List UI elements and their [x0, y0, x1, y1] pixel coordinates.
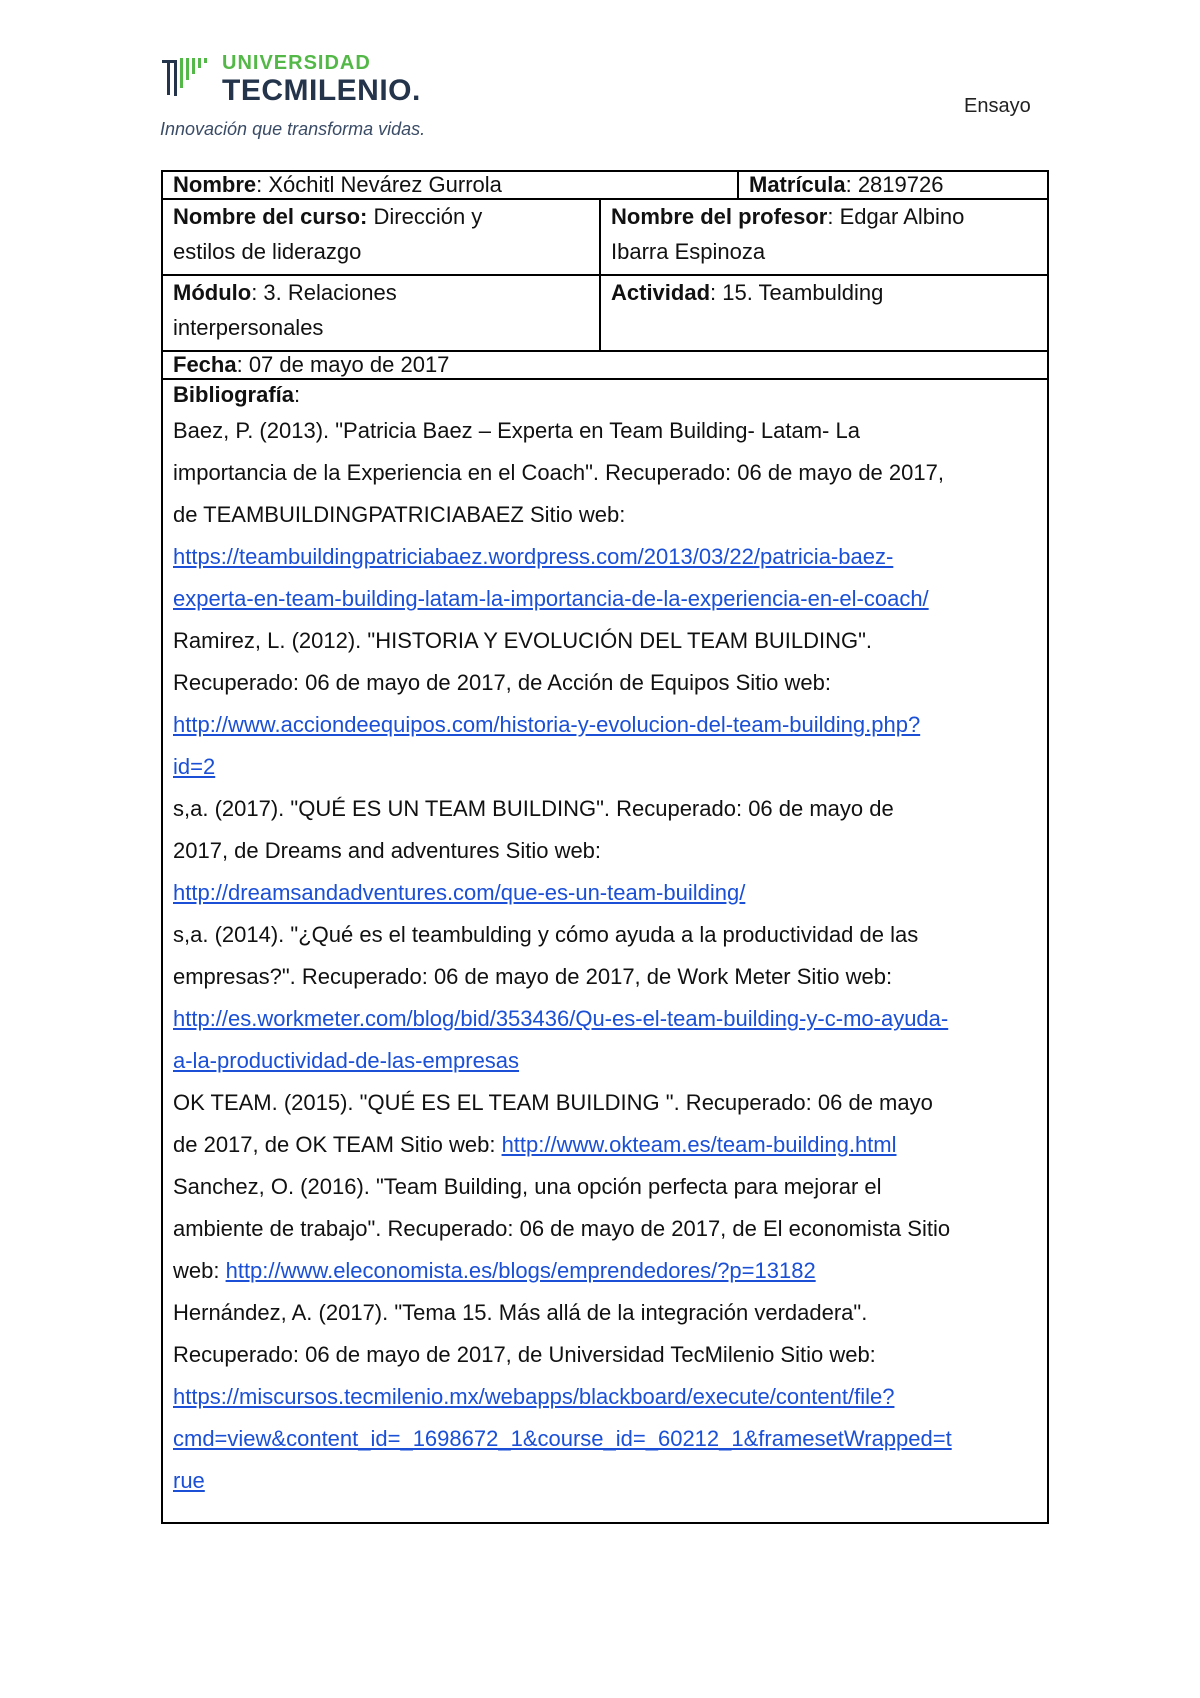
nombre-label: Nombre: [173, 172, 257, 197]
cell-matricula: [737, 172, 1047, 198]
logo-tagline: Innovación que transforma vidas.: [160, 119, 426, 139]
bibliography-line: [173, 1040, 1037, 1082]
profesor-label: Nombre del profesor: [611, 204, 828, 229]
bibliography-link[interactable]: a-la-productividad-de-las-empresas: [173, 1048, 520, 1073]
bibliography-text: ambiente de trabajo". Recuperado: 06 de mayo de 2017, de El economista Sitio: [173, 1216, 951, 1241]
tecmilenio-mark-icon: [160, 54, 212, 106]
bibliography-link[interactable]: rue: [173, 1468, 205, 1493]
bibliography-link[interactable]: id=2: [173, 754, 216, 779]
row-fecha: [163, 352, 1047, 380]
bibliography-link[interactable]: http://www.acciondeequipos.com/historia-y-evolucion-del-team-building.php?: [173, 712, 921, 737]
university-logo: [160, 50, 460, 140]
curso-value-1: Dirección y: [367, 204, 483, 229]
bibliography-line: [173, 1292, 1037, 1334]
bibliography-line: [173, 914, 1037, 956]
bibliography-line: [173, 620, 1037, 662]
bibliography-text: Sanchez, O. (2016). "Team Building, una opción perfecta para mejorar el: [173, 1174, 882, 1199]
modulo-value-1: : 3. Relaciones: [251, 280, 397, 305]
bibliography-line: [173, 746, 1037, 788]
bibliography-text: de TEAMBUILDINGPATRICIABAEZ Sitio web:: [173, 502, 626, 527]
cell-curso: [163, 200, 599, 274]
cell-nombre: [163, 172, 737, 198]
bibliography-line: [173, 410, 1037, 452]
profesor-value-1: : Edgar Albino: [827, 204, 965, 229]
cell-fecha: [163, 352, 1047, 378]
cell-modulo: [163, 276, 599, 350]
bibliography-line: [173, 1208, 1037, 1250]
cell-profesor: [599, 200, 1047, 274]
bibliography-line: [173, 830, 1037, 872]
bibliography-line: [173, 872, 1037, 914]
cell-actividad: [599, 276, 1047, 350]
bibliography-text: Recuperado: 06 de mayo de 2017, de Acción de Equipos Sitio web:: [173, 670, 832, 695]
bibliography-text: Hernández, A. (2017). "Tema 15. Más allá de la integración verdadera".: [173, 1300, 868, 1325]
bibliography-list: [173, 410, 1037, 1502]
bibliography-text: s,a. (2017). "QUÉ ES UN TEAM BUILDING". Recuperado: 06 de mayo de: [173, 796, 894, 821]
bibliography-line: [173, 1460, 1037, 1502]
bibliography-text: importancia de la Experiencia en el Coach". Recuperado: 06 de mayo de 2017,: [173, 460, 944, 485]
bibliography-line: [173, 1334, 1037, 1376]
curso-value-2: estilos de liderazgo: [173, 239, 362, 264]
bibliography-line: [173, 1250, 1037, 1292]
bibliography-line: [173, 452, 1037, 494]
bibliography-link[interactable]: cmd=view&content_id=_1698672_1&course_id=_60212_1&framesetWrapped=t: [173, 1426, 952, 1451]
bibliography-link[interactable]: https://teambuildingpatriciabaez.wordpress.com/2013/03/22/patricia-baez-: [173, 544, 894, 569]
bibliography-text: Baez, P. (2013). "Patricia Baez – Experta en Team Building- Latam- La: [173, 418, 860, 443]
bibliography-line: [173, 1124, 1037, 1166]
bibliography-link[interactable]: http://dreamsandadventures.com/que-es-un-team-building/: [173, 880, 746, 905]
bibliography-line: [173, 1418, 1037, 1460]
bibliography-line: [173, 704, 1037, 746]
info-table: [161, 170, 1049, 1524]
bibliography-text: Ramirez, L. (2012). "HISTORIA Y EVOLUCIÓN DEL TEAM BUILDING".: [173, 628, 873, 653]
bibliography-text: 2017, de Dreams and adventures Sitio web:: [173, 838, 602, 863]
bibliography-text: OK TEAM. (2015). "QUÉ ES EL TEAM BUILDING ". Recuperado: 06 de mayo: [173, 1090, 933, 1115]
nombre-value: : Xóchitl Nevárez Gurrola: [256, 172, 502, 197]
actividad-value: : 15. Teambulding: [710, 280, 884, 305]
bibliography-line: [173, 956, 1037, 998]
curso-label: Nombre del curso:: [173, 204, 368, 229]
actividad-label: Actividad: [611, 280, 711, 305]
profesor-value-2: Ibarra Espinoza: [611, 239, 766, 264]
bibliography-text: de 2017, de OK TEAM Sitio web:: [173, 1132, 502, 1157]
matricula-value: : 2819726: [845, 172, 944, 197]
fecha-label: Fecha: [173, 352, 237, 377]
matricula-label: Matrícula: [749, 172, 846, 197]
bibliography-line: [173, 1166, 1037, 1208]
bibliography-text: s,a. (2014). "¿Qué es el teambulding y cómo ayuda a la productividad de las: [173, 922, 919, 947]
bibliography-line: [173, 998, 1037, 1040]
bibliography-line: [173, 536, 1037, 578]
bibliography-text: Recuperado: 06 de mayo de 2017, de Universidad TecMilenio Sitio web:: [173, 1342, 876, 1367]
row-curso: [163, 200, 1047, 276]
bibliography-line: [173, 788, 1037, 830]
bibliography-link[interactable]: http://www.eleconomista.es/blogs/emprendedores/?p=13182: [225, 1258, 816, 1283]
bibliography-link[interactable]: https://miscursos.tecmilenio.mx/webapps/blackboard/execute/content/file?: [173, 1384, 895, 1409]
logo-name: TECMILENIO.: [222, 74, 421, 107]
bibliography-text: web:: [173, 1258, 226, 1283]
modulo-label: Módulo: [173, 280, 252, 305]
bibliography-text: empresas?". Recuperado: 06 de mayo de 2017, de Work Meter Sitio web:: [173, 964, 893, 989]
bibliography-line: [173, 1082, 1037, 1124]
bibliography-line: [173, 494, 1037, 536]
fecha-value: : 07 de mayo de 2017: [236, 352, 450, 377]
bibliografia-title: Bibliografía: [173, 382, 295, 407]
bibliography-link[interactable]: http://es.workmeter.com/blog/bid/353436/Qu-es-el-team-building-y-c-mo-ayuda-: [173, 1006, 949, 1031]
bibliografia-heading: [173, 380, 1037, 410]
document-type-label: Ensayo: [964, 95, 1031, 117]
bibliografia-title-suffix: :: [294, 382, 301, 407]
cell-bibliografia: [163, 380, 1047, 1522]
row-modulo: [163, 276, 1047, 352]
bibliography-line: [173, 578, 1037, 620]
modulo-value-2: interpersonales: [173, 315, 324, 340]
logo-top-line: UNIVERSIDAD: [222, 52, 371, 74]
row-bibliografia: [163, 380, 1047, 1522]
bibliography-line: [173, 662, 1037, 704]
bibliography-link[interactable]: experta-en-team-building-latam-la-importancia-de-la-experiencia-en-el-coach/: [173, 586, 929, 611]
row-nombre: [163, 172, 1047, 200]
bibliography-line: [173, 1376, 1037, 1418]
bibliography-link[interactable]: http://www.okteam.es/team-building.html: [501, 1132, 897, 1157]
